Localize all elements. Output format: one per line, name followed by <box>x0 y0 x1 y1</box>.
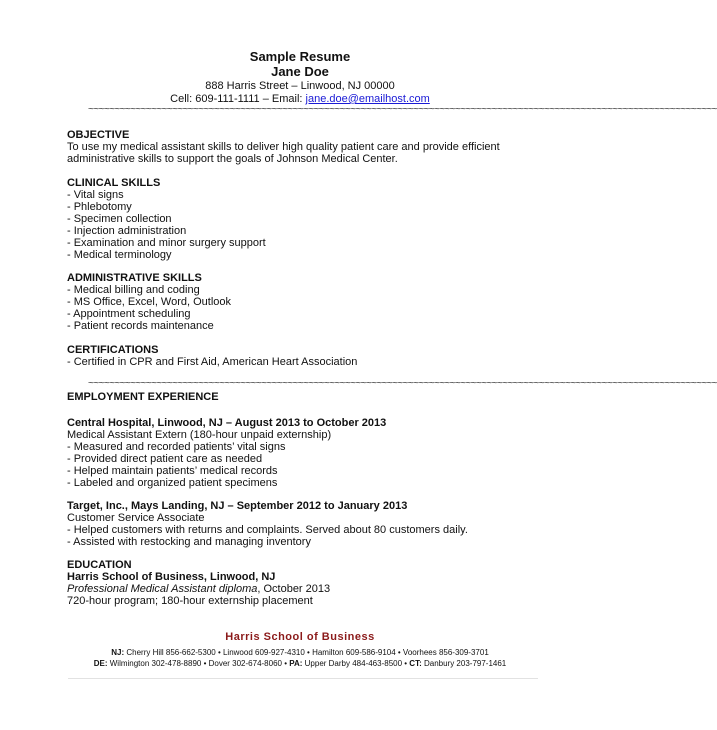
clinical-skills-section <box>67 177 557 261</box>
list-item: - Helped customers with returns and complaints. Served about 80 customers daily. <box>67 524 468 536</box>
job-role: Customer Service Associate <box>67 512 205 524</box>
diploma-line <box>67 583 557 595</box>
job-entry <box>67 500 557 548</box>
objective-heading: OBJECTIVE <box>67 129 130 141</box>
diploma-date: , October 2013 <box>257 583 331 595</box>
campus-list: Cherry Hill 856-662-5300 • Linwood 609-927-4310 • Hamilton 609-586-9104 • Voorhees 856-309-3701 <box>124 648 489 657</box>
list-item: - Examination and minor surgery support <box>67 237 266 249</box>
list-item: - Assisted with restocking and managing inventory <box>67 536 311 548</box>
state-label: NJ: <box>111 648 125 657</box>
list-item: - Labeled and organized patient specimens <box>67 477 278 489</box>
diploma-title: Professional Medical Assistant diploma <box>67 583 258 595</box>
footer-divider <box>68 678 538 679</box>
job-title: Central Hospital, Linwood, NJ – August 2013 to October 2013 <box>67 417 387 429</box>
job-title: Target, Inc., Mays Landing, NJ – September 2012 to January 2013 <box>67 500 408 512</box>
program-line: 720-hour program; 180-hour externship placement <box>67 595 313 607</box>
list-item: - Measured and recorded patients’ vital signs <box>67 441 286 453</box>
footer-line-other <box>0 659 600 668</box>
education-heading: EDUCATION <box>67 559 132 571</box>
certifications-heading: CERTIFICATIONS <box>67 344 159 356</box>
state-label: PA: <box>289 659 303 668</box>
list-item: - Vital signs <box>67 189 124 201</box>
job-role: Medical Assistant Extern (180-hour unpaid externship) <box>67 429 332 441</box>
footer-brand: Harris School of Business <box>225 631 375 643</box>
list-item: - Medical terminology <box>67 249 172 261</box>
state-label: DE: <box>93 659 108 668</box>
list-item: - Phlebotomy <box>67 201 132 213</box>
admin-skills-heading: ADMINISTRATIVE SKILLS <box>67 272 202 284</box>
list-item: - Injection administration <box>67 225 187 237</box>
phone-label: Cell: 609-111-1111 – Email: <box>170 93 306 105</box>
campus-list: Upper Darby 484-463-8500 • <box>302 659 410 668</box>
list-item: - Specimen collection <box>67 213 172 225</box>
employment-heading-block <box>67 391 557 403</box>
objective-section <box>67 129 557 165</box>
list-item: - Medical billing and coding <box>67 284 200 296</box>
list-item: - MS Office, Excel, Word, Outlook <box>67 296 232 308</box>
campus-list: Wilmington 302-478-8890 • Dover 302-674-8060 • <box>107 659 290 668</box>
clinical-skills-heading: CLINICAL SKILLS <box>67 177 161 189</box>
divider-top: ~~~~~~~~~~~~~~~~~~~~~~~~~~~~~~~~~~~~~~~~~~~~~~~~~~~~~~~~~~~~~~~~~~~~~~~~~~~~~~~~~~~~~~~~~~~~~~~~~~~~~~~~~~~~~~~~~~~~~~~~ <box>88 104 717 115</box>
objective-line: To use my medical assistant skills to deliver high quality patient care and provide efficient <box>67 141 500 153</box>
address: 888 Harris Street – Linwood, NJ 00000 <box>205 80 395 92</box>
campus-list: Danbury 203-797-1461 <box>421 659 507 668</box>
certifications-section <box>67 344 557 368</box>
job-entry <box>67 417 557 489</box>
list-item: - Provided direct patient care as needed <box>67 453 263 465</box>
email-link[interactable]: jane.doe@emailhost.com <box>305 93 430 105</box>
list-item: - Certified in CPR and First Aid, American Heart Association <box>67 356 358 368</box>
applicant-name: Jane Doe <box>271 64 329 79</box>
objective-line: administrative skills to support the goals of Johnson Medical Center. <box>67 153 398 165</box>
state-label: CT: <box>409 659 422 668</box>
school-name: Harris School of Business, Linwood, NJ <box>67 571 276 583</box>
admin-skills-section <box>67 272 557 332</box>
list-item: - Helped maintain patients’ medical records <box>67 465 278 477</box>
employment-heading: EMPLOYMENT EXPERIENCE <box>67 391 219 403</box>
document-title: Sample Resume <box>249 49 351 64</box>
footer-line-nj <box>0 648 600 657</box>
list-item: - Patient records maintenance <box>67 320 214 332</box>
list-item: - Appointment scheduling <box>67 308 191 320</box>
divider-middle: ~~~~~~~~~~~~~~~~~~~~~~~~~~~~~~~~~~~~~~~~~~~~~~~~~~~~~~~~~~~~~~~~~~~~~~~~~~~~~~~~~~~~~~~~~~~~~~~~~~~~~~~~~~~~~~~~~~~~~~~~ <box>88 378 717 389</box>
education-section <box>67 559 557 607</box>
